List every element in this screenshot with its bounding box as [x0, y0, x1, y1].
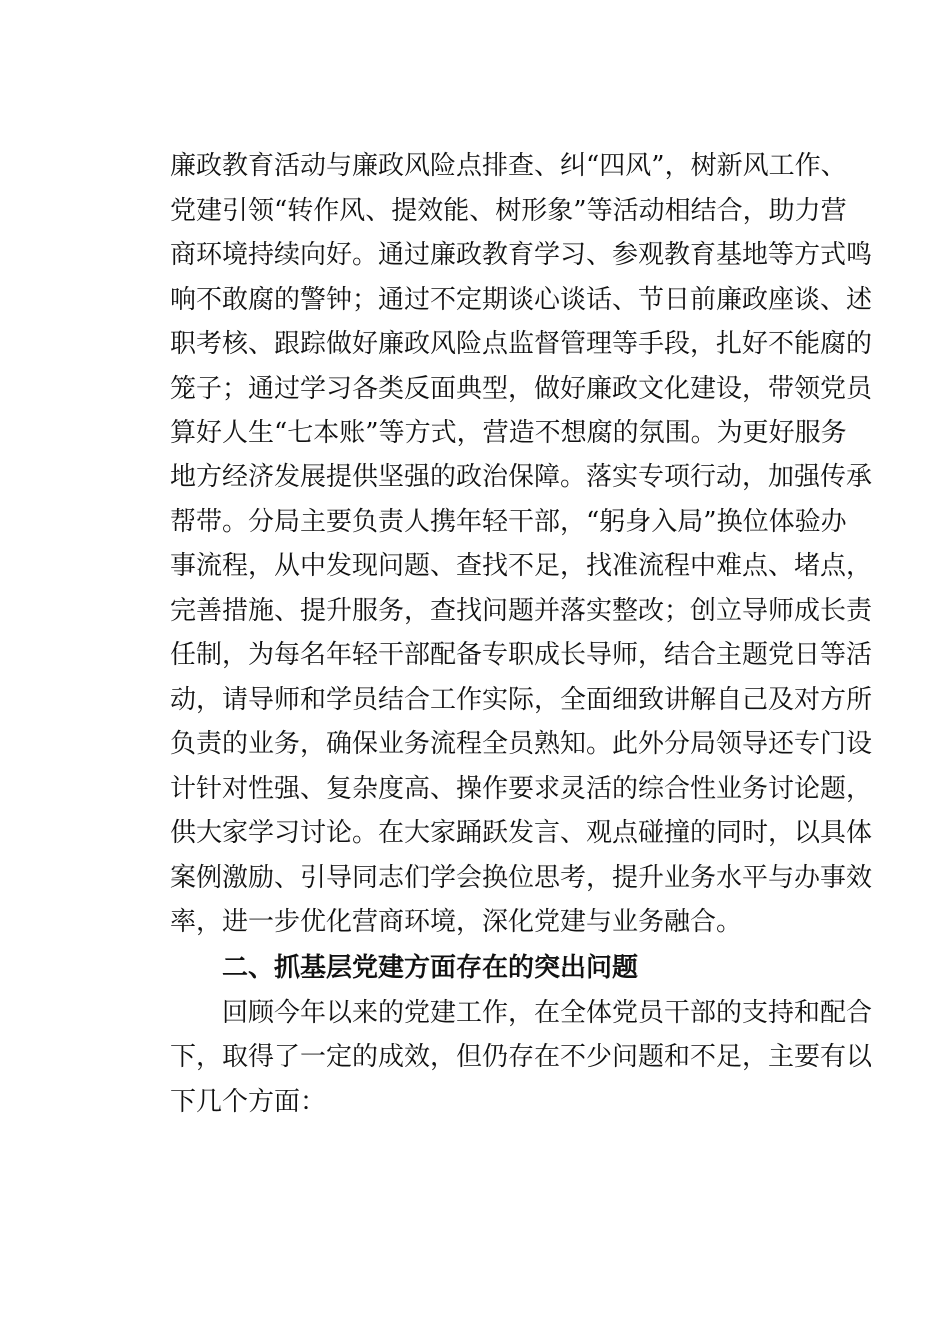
text-line: 回顾今年以来的党建工作，在全体党员干部的支持和配合	[222, 998, 873, 1028]
text-line: 事流程，从中发现问题、查找不足，找准流程中难点、堵点，	[170, 551, 873, 581]
text-line: 商环境持续向好。通过廉政教育学习、参观教育基地等方式鸣	[170, 240, 873, 270]
text-line: 地方经济发展提供坚强的政治保障。落实专项行动，加强传承	[170, 462, 873, 492]
text-line: 任制，为每名年轻干部配备专职成长导师，结合主题党日等活	[170, 640, 873, 670]
text-line: 帮带。分局主要负责人携年轻干部，“躬身入局”换位体验办	[170, 507, 847, 537]
text-line: 完善措施、提升服务，查找问题并落实整改；创立导师成长责	[170, 596, 873, 626]
text-line: 动，请导师和学员结合工作实际，全面细致讲解自己及对方所	[170, 685, 873, 715]
text-line: 供大家学习讨论。在大家踊跃发言、观点碰撞的同时，以具体	[170, 818, 873, 848]
text-line: 下几个方面：	[170, 1087, 327, 1117]
text-line: 率，进一步优化营商环境，深化党建与业务融合。	[170, 907, 743, 937]
text-line: 计针对性强、复杂度高、操作要求灵活的综合性业务讨论题，	[170, 774, 873, 804]
text-line: 下，取得了一定的成效，但仍存在不少问题和不足，主要有以	[170, 1042, 873, 1072]
section-heading: 二、抓基层党建方面存在的突出问题	[222, 953, 639, 983]
text-line: 响不敢腐的警钟；通过不定期谈心谈话、节日前廉政座谈、述	[170, 285, 873, 315]
text-line: 职考核、跟踪做好廉政风险点监督管理等手段，扎好不能腐的	[170, 329, 873, 359]
text-line: 笼子；通过学习各类反面典型，做好廉政文化建设，带领党员	[170, 374, 873, 404]
text-line: 算好人生“七本账”等方式，营造不想腐的氛围。为更好服务	[170, 418, 847, 448]
text-line: 负责的业务，确保业务流程全员熟知。此外分局领导还专门设	[170, 729, 873, 759]
text-line: 案例激励、引导同志们学会换位思考，提升业务水平与办事效	[170, 863, 873, 893]
text-line: 党建引领“转作风、提效能、树形象”等活动相结合，助力营	[170, 196, 847, 226]
text-line: 廉政教育活动与廉政风险点排查、纠“四风”，树新风工作、	[170, 151, 847, 181]
